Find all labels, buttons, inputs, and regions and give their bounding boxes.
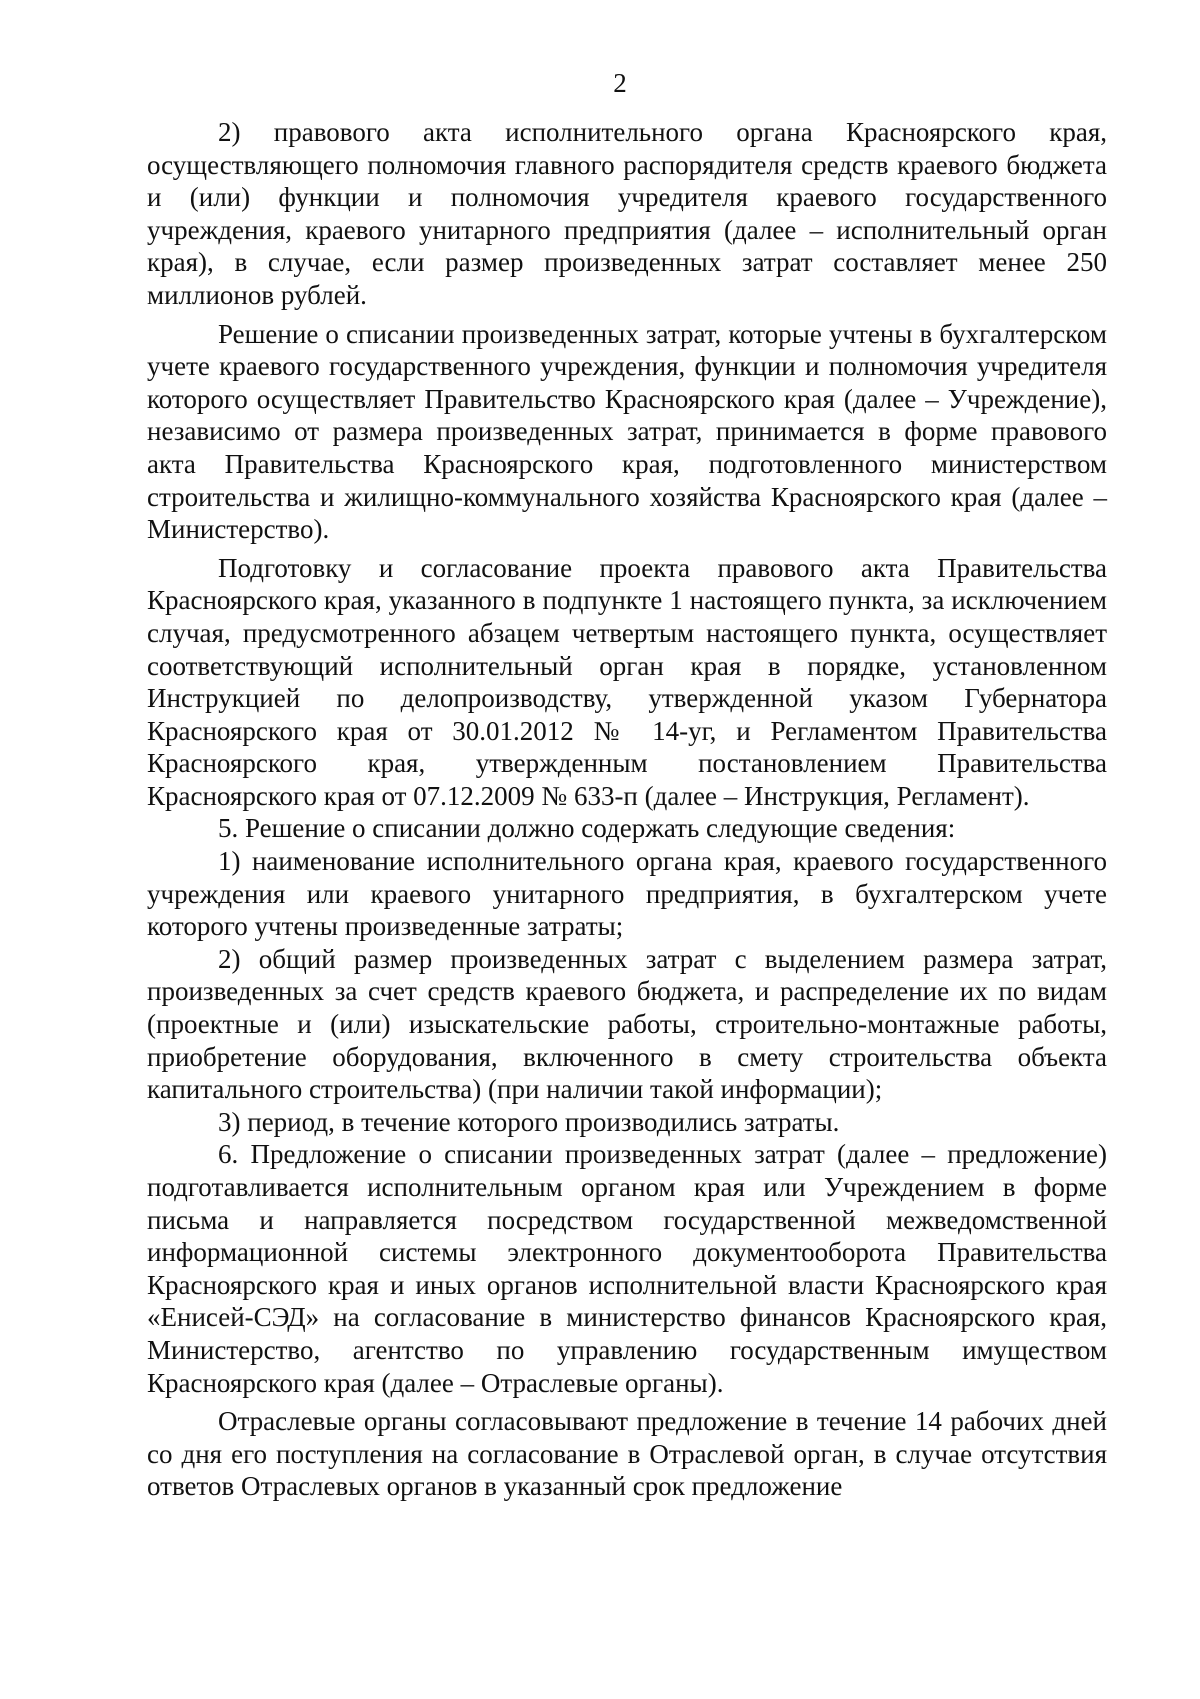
- paragraph-sectoral-approval: Отраслевые органы согласовывают предложение в течение 14 рабочих дней со дня его поступления на согласование в Отраслевой орган, в случае отсутствия ответов Отраслевых органов в указанный срок предложение: [147, 1406, 1107, 1502]
- paragraph-decision-institution: Решение о списании произведенных затрат, которые учтены в бухгалтерском учете краевого государственного учреждения, функции и полномочия учредителя которого осуществляет Правительство Красноярского края (далее – Учреждение), независимо от размера произведенных затрат, принимается в форме правового акта Правительства Красноярского края, подготовленного министерством строительства и жилищно-коммунального хозяйства Красноярского края (далее – Министерство).: [147, 318, 1107, 545]
- paragraph-preparation-approval: Подготовку и согласование проекта правового акта Правительства Красноярского края, указанного в подпункте 1 настоящего пункта, за исключением случая, предусмотренного абзацем четвертым настоящего пункта, осуществляет соответствующий исполнительный орган края в порядке, установленном Инструкцией по делопроизводству, утвержденной указом Губернатора Красноярского края от 30.01.2012 № 14-уг, и Регламентом Правительства Красноярского края, утвержденным постановлением Правительства Красноярского края от 07.12.2009 № 633-п (далее – Инструкция, Регламент).: [147, 552, 1107, 811]
- paragraph-subitem-2-legal-act: 2) правового акта исполнительного органа Красноярского края, осуществляющего полномочия главного распорядителя средств краевого бюджета и (или) функции и полномочия учредителя краевого государственного учреждения, краевого унитарного предприятия (далее – исполнительный орган края), в случае, если размер произведенных затрат составляет менее 250 миллионов рублей.: [147, 117, 1107, 310]
- document-body: [147, 116, 1107, 1503]
- paragraph-item-5-sub-1: 1) наименование исполнительного органа края, краевого государственного учреждения или краевого унитарного предприятия, в бухгалтерском учете которого учтены произведенные затраты;: [147, 846, 1107, 942]
- paragraph-item-6: 6. Предложение о списании произведенных затрат (далее – предложение) подготавливается исполнительным органом края или Учреждением в форме письма и направляется посредством государственной межведомственной информационной системы электронного документооборота Правительства Красноярского края и иных органов исполнительной власти Красноярского края «Енисей-СЭД» на согласование в министерство финансов Красноярского края, Министерство, агентство по управлению государственным имуществом Красноярского края (далее – Отраслевые органы).: [147, 1139, 1107, 1398]
- paragraph-item-5-sub-2: 2) общий размер произведенных затрат с выделением размера затрат, произведенных за счет средств краевого бюджета, и распределение их по видам (проектные и (или) изыскательские работы, строительно-монтажные работы, приобретение оборудования, включенного в смету строительства объекта капитального строительства) (при наличии такой информации);: [147, 943, 1107, 1105]
- page-number: 2: [613, 68, 627, 98]
- paragraph-item-5-sub-3: 3) период, в течение которого производились затраты.: [218, 1106, 840, 1137]
- paragraph-item-5: 5. Решение о списании должно содержать следующие сведения:: [218, 813, 956, 844]
